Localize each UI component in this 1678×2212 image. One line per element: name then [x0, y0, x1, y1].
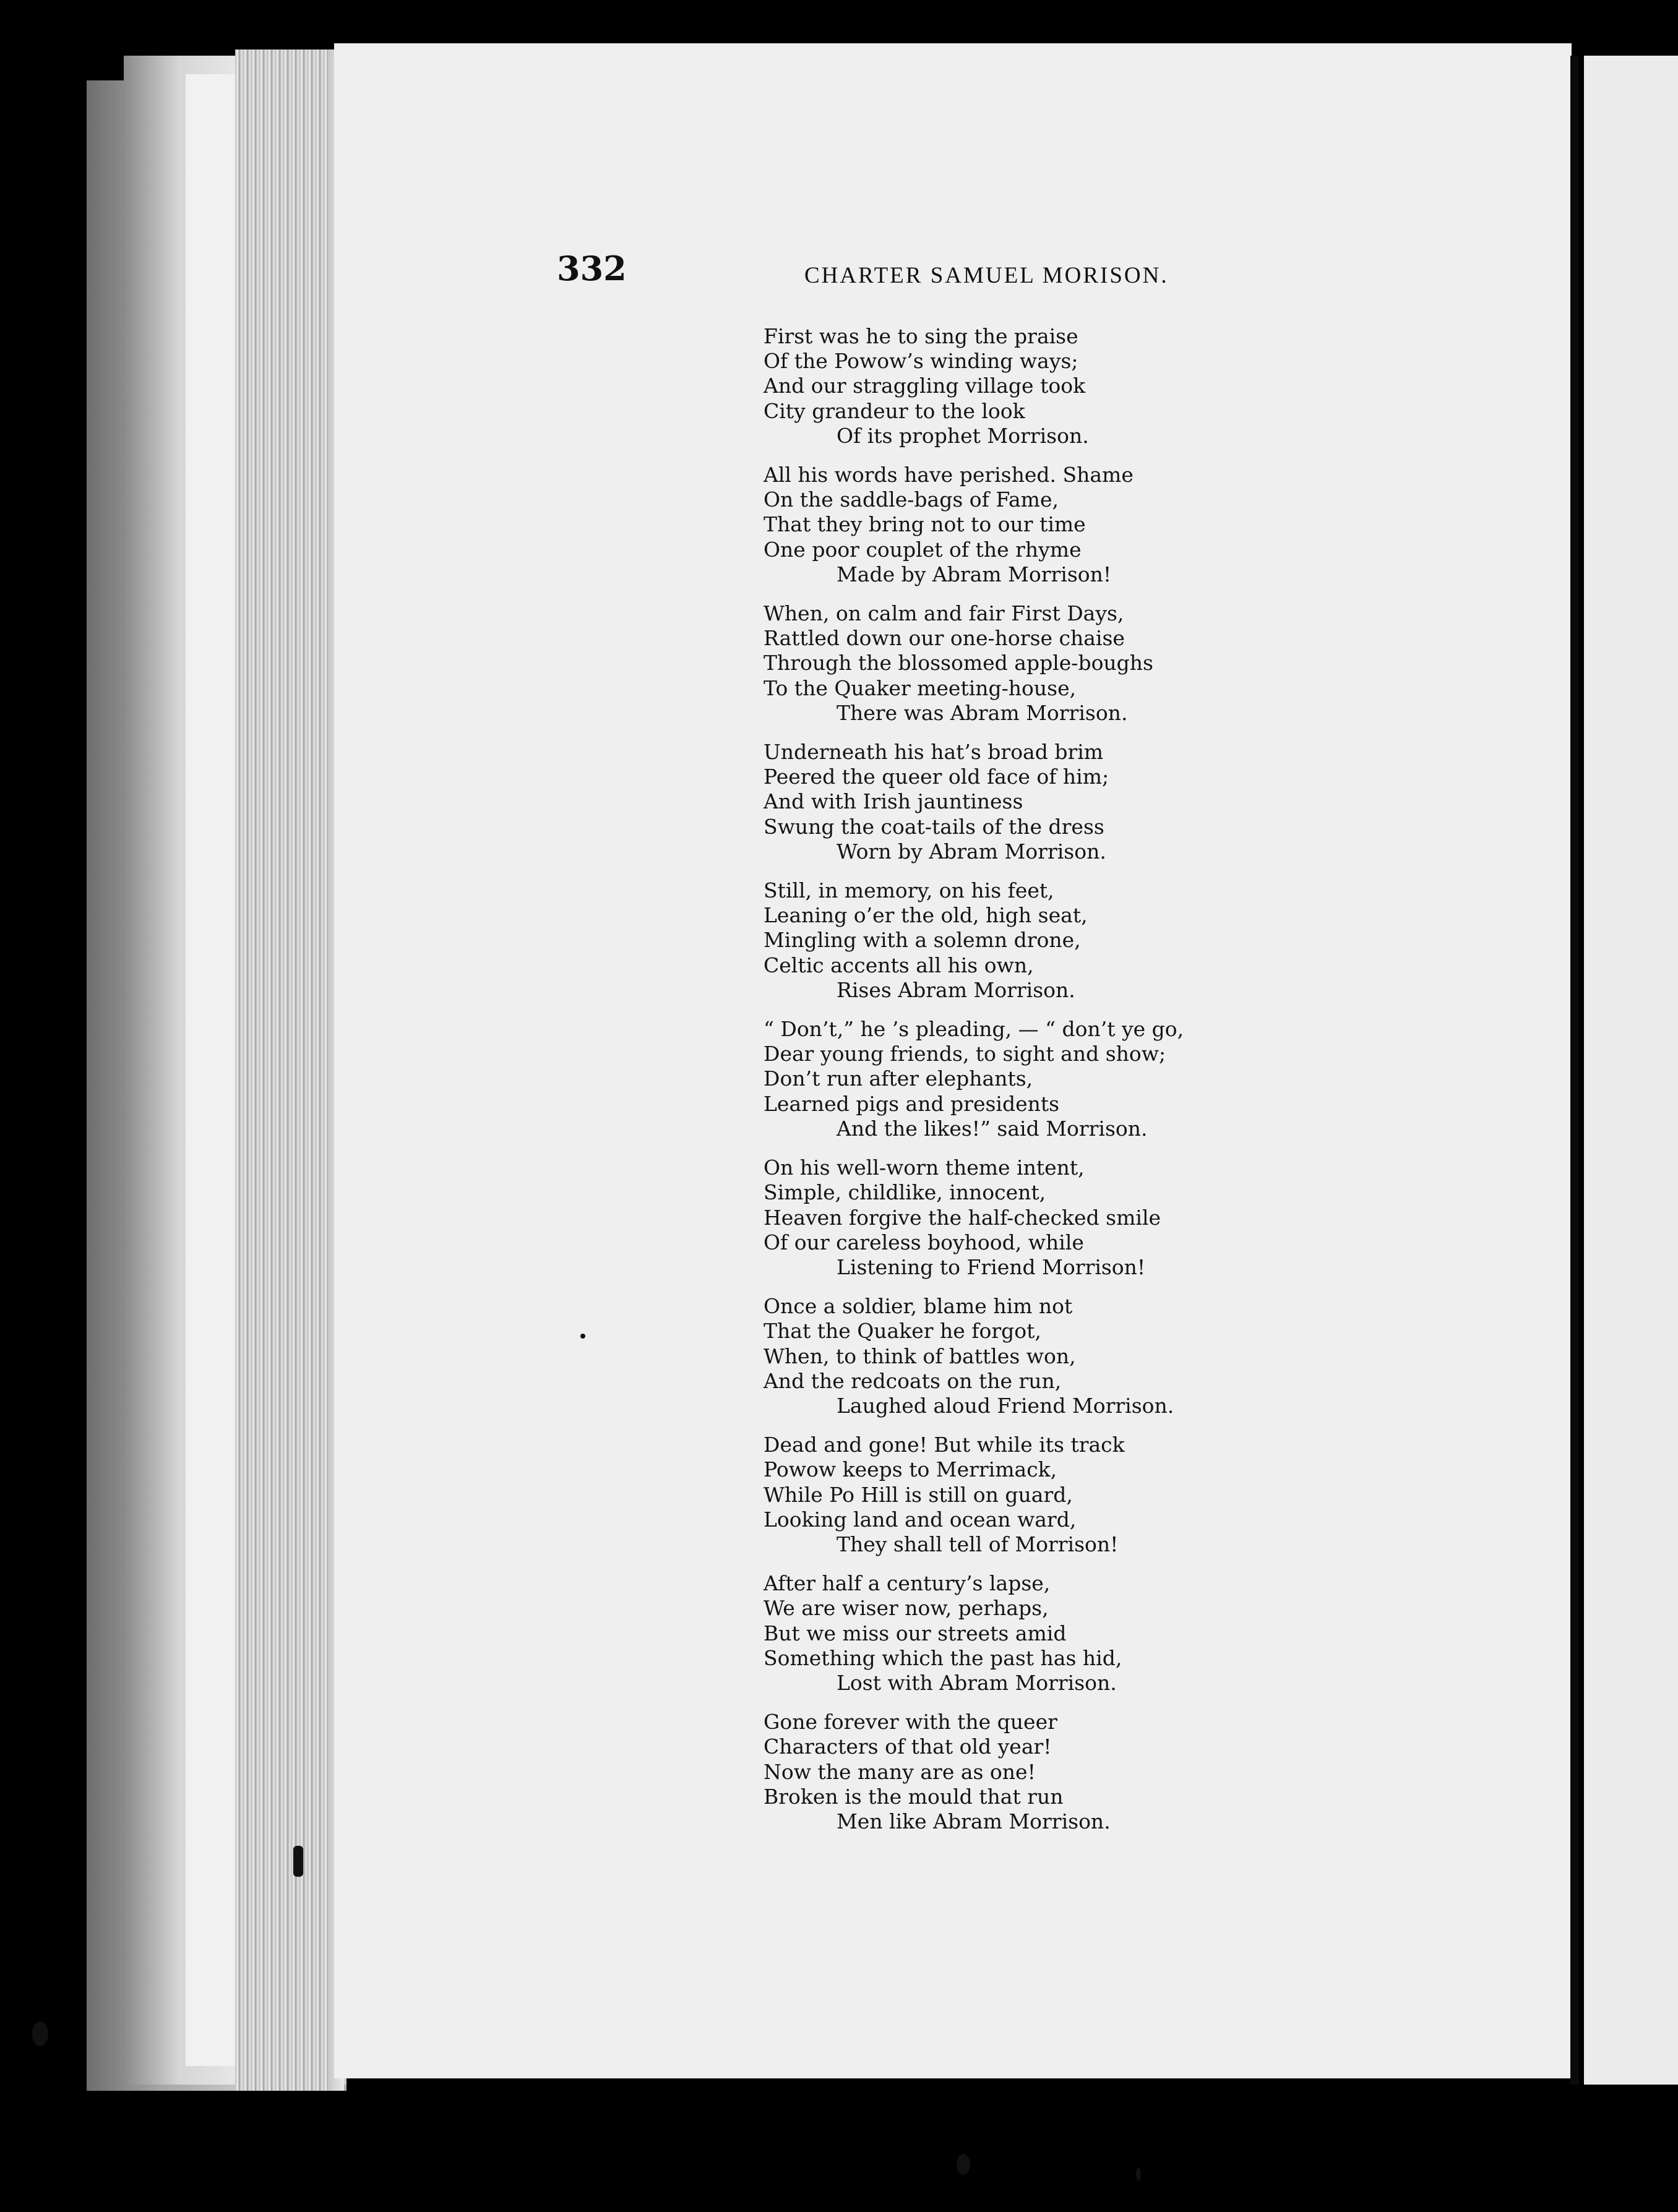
- stanza: [764, 1710, 1562, 1834]
- poem-line: Learned pigs and presidents: [764, 1091, 1060, 1116]
- poem-line: But we miss our streets amid: [764, 1621, 1067, 1645]
- poem-line: When, on calm and fair First Days,: [764, 601, 1124, 626]
- poem-line: Characters of that old year!: [764, 1734, 1052, 1759]
- poem-line: Of its prophet Morrison.: [837, 423, 1089, 448]
- stanza: [764, 1155, 1562, 1280]
- poem-line: Underneath his hat’s broad brim: [764, 740, 1104, 765]
- poem-line: Peered the queer old face of him;: [764, 765, 1109, 789]
- stanza: [764, 740, 1562, 864]
- page-leaves: [235, 49, 340, 2091]
- poem-line: That they bring not to our time: [764, 512, 1086, 537]
- poem-line: Simple, childlike, innocent,: [764, 1180, 1046, 1205]
- poem-line: Men like Abram Morrison.: [837, 1809, 1111, 1833]
- poem-line: One poor couplet of the rhyme: [764, 537, 1082, 562]
- poem-line: And with Irish jauntiness: [764, 789, 1023, 814]
- poem-line: Gone forever with the queer: [764, 1710, 1057, 1734]
- scan-speck: [580, 1334, 585, 1339]
- poem-line: Heaven forgive the half-checked smile: [764, 1205, 1161, 1230]
- poem-line: That the Quaker he forgot,: [764, 1319, 1041, 1344]
- poem-line: Powow keeps to Merrimack,: [764, 1457, 1057, 1482]
- scan-speck: [293, 1846, 303, 1877]
- stanza: [764, 878, 1562, 1003]
- poem-line: We are wiser now, perhaps,: [764, 1596, 1049, 1621]
- poem-line: Leaning o’er the old, high seat,: [764, 903, 1088, 928]
- poem-line: Of the Powow’s winding ways;: [764, 349, 1078, 374]
- poem-line: Lost with Abram Morrison.: [837, 1670, 1117, 1695]
- poem-line: Celtic accents all his own,: [764, 953, 1034, 977]
- stanza: [764, 1294, 1562, 1418]
- poem-line: Of our careless boyhood, while: [764, 1230, 1084, 1254]
- poem-line: City grandeur to the look: [764, 398, 1025, 423]
- scan-speck: [1136, 2167, 1141, 2181]
- poem-line: To the Quaker meeting-house,: [764, 675, 1077, 700]
- poem-line: On his well-worn theme intent,: [764, 1155, 1085, 1180]
- poem-line: While Po Hill is still on guard,: [764, 1482, 1073, 1507]
- stanza: [764, 1433, 1562, 1557]
- poem-line: Rises Abram Morrison.: [837, 977, 1075, 1002]
- poem-line: Worn by Abram Morrison.: [837, 839, 1106, 864]
- poem-line: Swung the coat-tails of the dress: [764, 814, 1104, 839]
- poem-line: Now the many are as one!: [764, 1759, 1036, 1784]
- poem-line: Mingling with a solemn drone,: [764, 928, 1081, 953]
- poem-line: “ Don’t,” he ’s pleading, — “ don’t ye go,: [764, 1017, 1184, 1042]
- poem-line: They shall tell of Morrison!: [837, 1532, 1119, 1556]
- poem-line: Broken is the mould that run: [764, 1784, 1064, 1809]
- poem-line: Rattled down our one-horse chaise: [764, 626, 1125, 651]
- poem-line: When, to think of battles won,: [764, 1344, 1076, 1368]
- poem-line: Made by Abram Morrison!: [837, 562, 1112, 586]
- scan-speck: [32, 2021, 48, 2046]
- stanza: [764, 601, 1562, 726]
- poem-line: There was Abram Morrison.: [837, 700, 1128, 725]
- gutter-divider: [1570, 56, 1579, 2085]
- page-number: 332: [557, 249, 627, 288]
- poem: [764, 324, 1562, 1848]
- poem-line: Once a soldier, blame him not: [764, 1294, 1073, 1319]
- stanza: [764, 324, 1562, 448]
- poem-line: Something which the past has hid,: [764, 1645, 1122, 1670]
- poem-line: Don’t run after elephants,: [764, 1066, 1033, 1091]
- stanza: [764, 463, 1562, 587]
- stanza: [764, 1571, 1562, 1695]
- poem-line: First was he to sing the praise: [764, 324, 1078, 348]
- poem-line: Listening to Friend Morrison!: [837, 1254, 1146, 1279]
- poem-line: All his words have perished. Shame: [764, 463, 1134, 487]
- poem-line: And the likes!” said Morrison.: [837, 1116, 1148, 1141]
- poem-line: And our straggling village took: [764, 374, 1086, 398]
- poem-line: Dear young friends, to sight and show;: [764, 1042, 1166, 1066]
- poem-line: Still, in memory, on his feet,: [764, 878, 1054, 903]
- poem-line: Dead and gone! But while its track: [764, 1433, 1125, 1457]
- poem-line: On the saddle-bags of Fame,: [764, 487, 1059, 512]
- poem-line: Through the blossomed apple-boughs: [764, 651, 1153, 675]
- scan-speck: [957, 2154, 970, 2175]
- poem-line: Laughed aloud Friend Morrison.: [837, 1393, 1174, 1418]
- poem-line: After half a century’s lapse,: [764, 1571, 1051, 1596]
- stanza: [764, 1017, 1562, 1141]
- running-head: CHARTER SAMUEL MORISON.: [804, 263, 1169, 288]
- facing-page-edge: [1584, 56, 1678, 2085]
- poem-line: And the redcoats on the run,: [764, 1368, 1062, 1393]
- poem-line: Looking land and ocean ward,: [764, 1507, 1077, 1532]
